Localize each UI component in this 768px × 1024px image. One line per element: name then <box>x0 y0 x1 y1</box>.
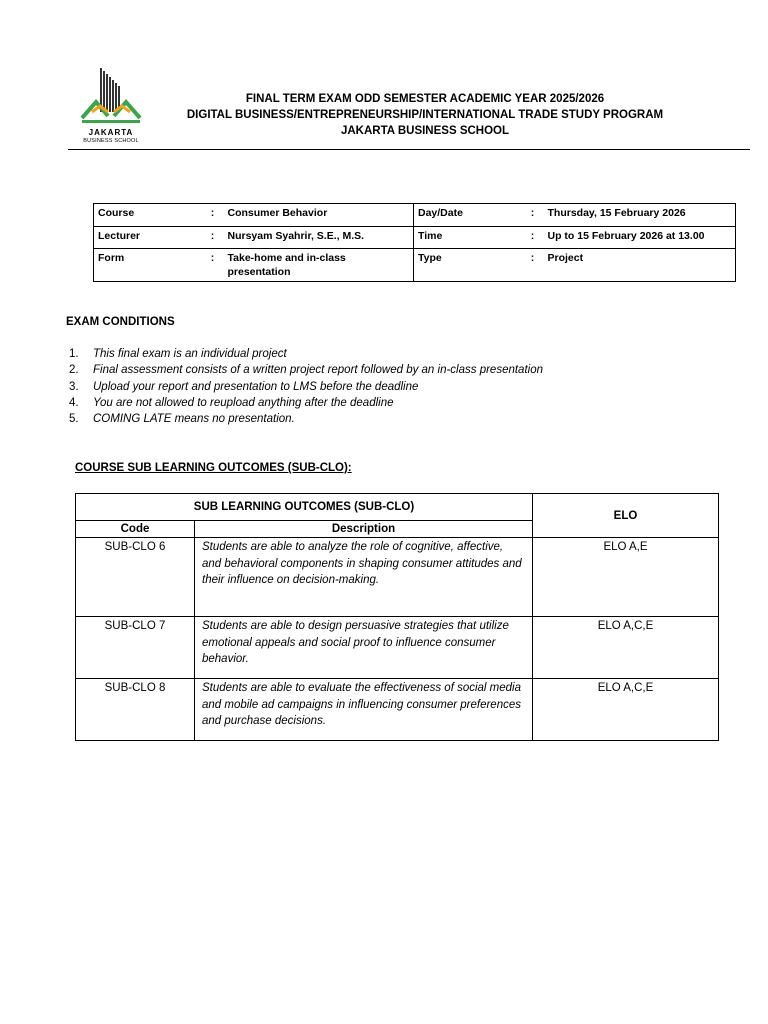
time-label: Time <box>414 227 522 249</box>
logo-subtitle: BUSINESS SCHOOL <box>83 138 139 144</box>
colon: : <box>210 252 215 264</box>
list-number: 4. <box>69 396 79 409</box>
lecturer-value: Nursyam Syahrir, S.E., M.S. <box>224 227 414 249</box>
list-text: You are not allowed to reupload anything after the deadline <box>93 396 394 409</box>
list-item <box>66 395 543 411</box>
exam-info-table <box>93 203 736 282</box>
exam-conditions-list <box>66 346 543 427</box>
list-item <box>66 346 543 362</box>
lecturer-label: Lecturer <box>94 227 202 249</box>
type-label: Type <box>414 249 522 282</box>
list-number: 3. <box>69 380 79 393</box>
table-header-row <box>76 494 719 521</box>
table-row <box>76 538 719 617</box>
list-number: 5. <box>69 413 79 426</box>
list-text: COMING LATE means no presentation. <box>93 413 295 426</box>
header-elo: ELO <box>533 494 719 538</box>
clo-description: Students are able to analyze the role of cognitive, affective, and behavioral components in shaping consumer attitudes and their influence on decision-making. <box>195 538 533 617</box>
list-item <box>66 362 543 378</box>
logo-name: JAKARTA <box>88 128 134 137</box>
school-logo <box>78 66 144 146</box>
course-value: Consumer Behavior <box>224 204 414 227</box>
list-text: Upload your report and presentation to LMS before the deadline <box>93 380 419 393</box>
header-line-1: FINAL TERM EXAM ODD SEMESTER ACADEMIC YEAR 2025/2026 <box>245 93 605 105</box>
exam-header <box>150 91 700 139</box>
list-text: Final assessment consists of a written project report followed by an in-class presentation <box>93 364 543 377</box>
sub-clo-table <box>75 493 719 741</box>
info-row <box>94 249 736 282</box>
day-label: Day/Date <box>414 204 522 227</box>
time-value: Up to 15 February 2026 at 13.00 <box>544 227 736 249</box>
type-value: Project <box>547 252 584 264</box>
list-item <box>66 411 543 427</box>
clo-elo: ELO A,C,E <box>533 617 719 679</box>
clo-code: SUB-CLO 7 <box>76 617 195 679</box>
header-code: Code <box>76 521 195 538</box>
colon: : <box>202 204 224 227</box>
colon: : <box>202 227 224 249</box>
building-icon <box>78 66 144 128</box>
info-row <box>94 227 736 249</box>
clo-code: SUB-CLO 6 <box>76 538 195 617</box>
table-row <box>76 617 719 679</box>
header-divider <box>68 149 750 150</box>
clo-elo: ELO A,C,E <box>533 679 719 741</box>
header-line-3: JAKARTA BUSINESS SCHOOL <box>340 125 510 137</box>
colon: : <box>522 227 544 249</box>
form-label: Form <box>98 252 125 264</box>
clo-elo: ELO A,E <box>533 538 719 617</box>
list-number: 1. <box>69 348 79 360</box>
colon: : <box>530 252 535 264</box>
list-text: This final exam is an individual project <box>93 348 287 360</box>
header-line-2: DIGITAL BUSINESS/ENTREPRENEURSHIP/INTERNATIONAL TRADE STUDY PROGRAM <box>186 109 664 121</box>
clo-description: Students are able to evaluate the effectiveness of social media and mobile ad campaigns in influencing consumer preferences and purchase decisions. <box>195 679 533 741</box>
form-value: Take-home and in-class presentation <box>227 252 346 278</box>
exam-conditions-title: EXAM CONDITIONS <box>66 316 175 328</box>
day-value: Thursday, 15 February 2026 <box>544 204 736 227</box>
sub-clo-title: COURSE SUB LEARNING OUTCOMES (SUB-CLO): <box>75 462 352 474</box>
clo-description: Students are able to design persuasive strategies that utilize emotional appeals and social proof to influence consumer behavior. <box>195 617 533 679</box>
table-row <box>76 679 719 741</box>
header-description: Description <box>195 521 533 538</box>
list-number: 2. <box>69 364 79 377</box>
course-label: Course <box>94 204 202 227</box>
clo-code: SUB-CLO 8 <box>76 679 195 741</box>
colon: : <box>522 204 544 227</box>
info-row <box>94 204 736 227</box>
list-item <box>66 379 543 395</box>
header-sub-clo: SUB LEARNING OUTCOMES (SUB-CLO) <box>76 494 533 521</box>
